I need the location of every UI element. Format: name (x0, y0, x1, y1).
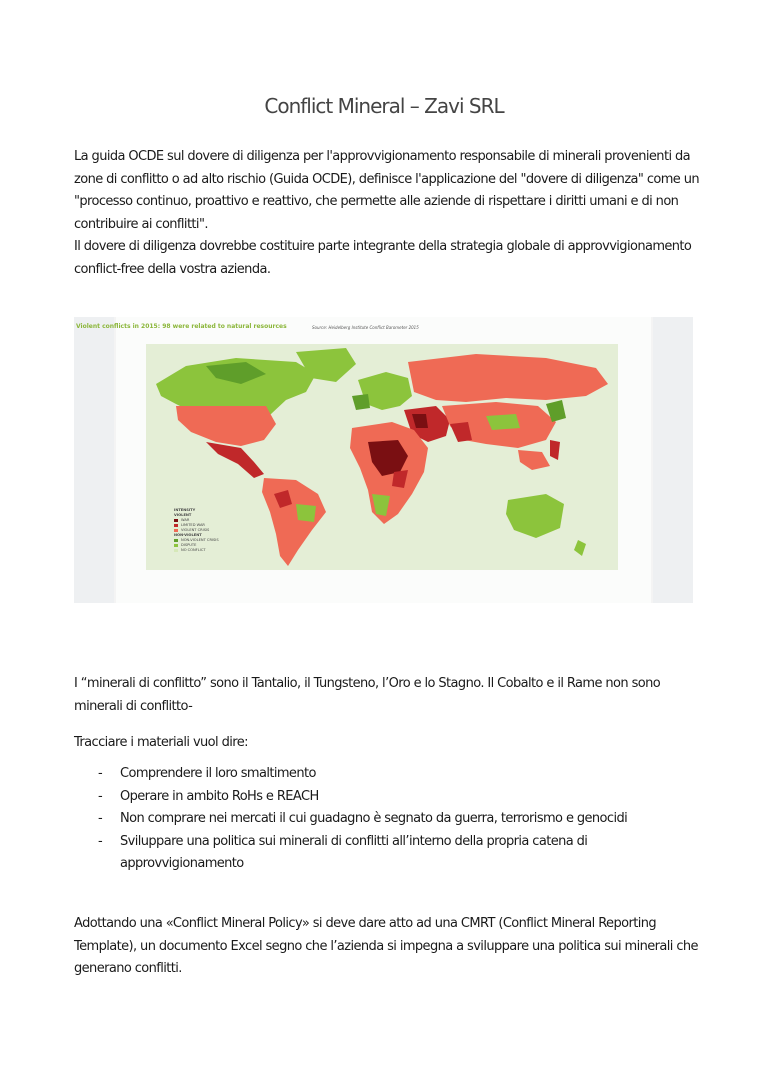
intro-text: La guida OCDE sul dovere di diligenza per l'approvvigionamento responsabile di minerali provenienti da zone di conflitto o ad alto rischio (Guida OCDE), definisce l'applicazione del "dovere di diligenza" come un "processo continuo, proattivo e reattivo, che permette alle aziende di rispettare i diritti umani e di non contribuire ai conflitti". (74, 149, 699, 232)
legend-swatch (174, 549, 178, 552)
legend-label: LIMITED WAR (181, 523, 205, 527)
tracking-list (98, 763, 658, 876)
legend-label: VIOLENT CRISIS (181, 528, 210, 532)
list-item-text: Comprendere il loro smaltimento (120, 766, 316, 781)
legend-group-violent: VIOLENT (174, 513, 192, 517)
list-item (98, 831, 658, 876)
legend-swatch (174, 529, 178, 532)
intro-paragraph (74, 146, 699, 281)
legend-title: INTENSITY (174, 508, 196, 512)
figure-edge-left (74, 317, 114, 603)
list-marker: - (98, 811, 103, 826)
legend-swatch (174, 524, 178, 527)
list-item (98, 763, 658, 786)
list-item (98, 786, 658, 809)
list-marker: - (98, 766, 103, 781)
figure-source: Source: Heidelberg Institute Conflict Barometer 2015 (312, 325, 419, 330)
list-item (98, 808, 658, 831)
legend-group-non-violent: NON-VIOLENT (174, 533, 202, 537)
legend-swatch (174, 539, 178, 542)
legend-item-no-conflict (174, 548, 219, 553)
list-marker: - (98, 833, 103, 849)
page-title: Conflict Mineral – Zavi SRL (264, 94, 504, 118)
conflict-minerals-paragraph: I “minerali di conflitto” sono il Tantalio, il Tungsteno, l’Oro e lo Stagno. Il Cobalto e il Rame non sono minerali di conflitto- (74, 676, 661, 714)
tracking-intro: Tracciare i materiali vuol dire: (74, 735, 248, 750)
legend-label: WAR (181, 518, 190, 522)
figure-edge-right (653, 317, 693, 603)
figure-caption: Violent conflicts in 2015: 98 were related to natural resources (76, 323, 287, 330)
legend-label: NO CONFLICT (181, 548, 206, 552)
intro-text-2: Il dovere di diligenza dovrebbe costituire parte integrante della strategia globale di approvvigionamento conflict-free della vostra azienda. (74, 239, 692, 277)
policy-paragraph: Adottando una «Conflict Mineral Policy» si deve dare atto ad una CMRT (Conflict Mineral Reporting Template), un documento Excel segno che l’azienda si impegna a sviluppare una politica sui minerali che generano conflitti. (74, 916, 698, 976)
list-item-text: Non comprare nei mercati il cui guadagno è segnato da guerra, terrorismo e genocidi (120, 811, 628, 826)
legend-label: NON-VIOLENT CRISIS (181, 538, 219, 542)
legend-swatch (174, 519, 178, 522)
legend-swatch (174, 544, 178, 547)
list-item-text: Operare in ambito RoHs e REACH (120, 788, 319, 804)
map-legend (174, 508, 219, 553)
list-marker: - (98, 788, 103, 804)
legend-label: DISPUTE (181, 543, 197, 547)
list-item-text: Sviluppare una politica sui minerali di conflitti all’interno della propria catena di approvvigionamento (120, 833, 588, 871)
